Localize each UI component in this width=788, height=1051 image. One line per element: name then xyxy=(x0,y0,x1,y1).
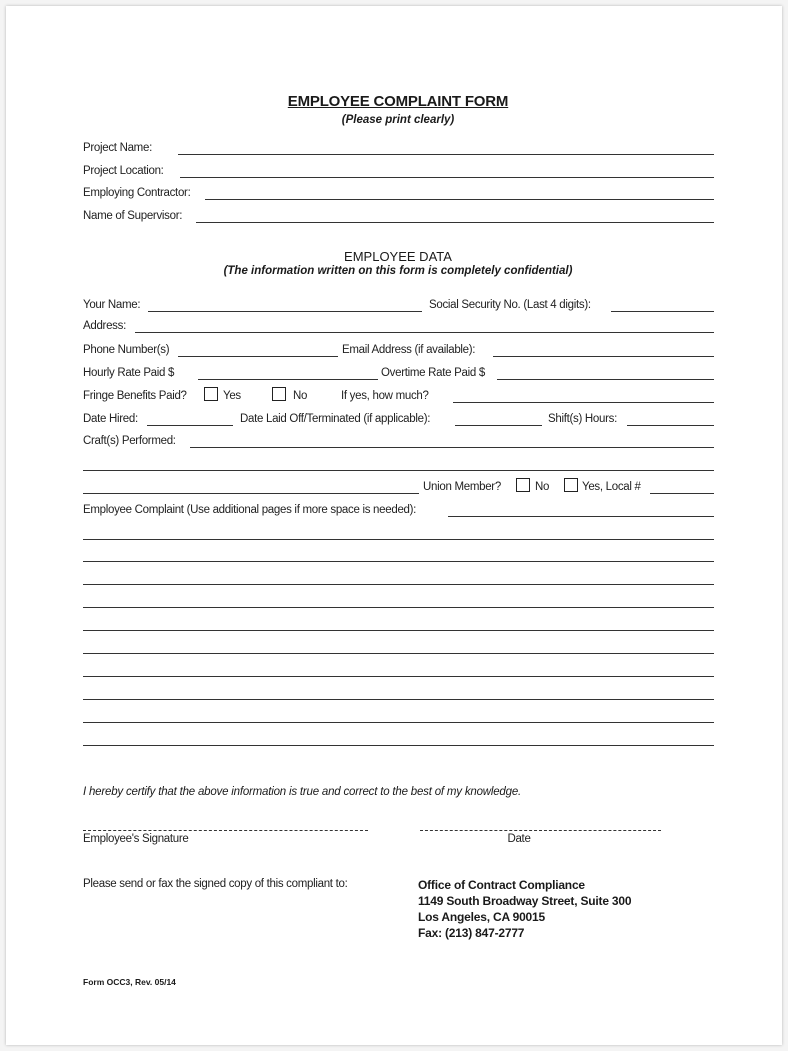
employing-contractor-label: Employing Contractor: xyxy=(83,187,191,199)
date-laid-off-label: Date Laid Off/Terminated (if applicable): xyxy=(240,413,431,425)
date-field[interactable] xyxy=(420,830,661,831)
address-field[interactable] xyxy=(135,332,714,333)
project-location-label: Project Location: xyxy=(83,165,164,177)
ssn-label: Social Security No. (Last 4 digits): xyxy=(429,299,591,311)
union-no-checkbox[interactable] xyxy=(516,478,530,492)
shift-hours-label: Shift(s) Hours: xyxy=(548,413,617,425)
complaint-field-line[interactable] xyxy=(83,630,714,631)
hourly-rate-label: Hourly Rate Paid $ xyxy=(83,367,175,379)
form-revision: Form OCC3, Rev. 05/14 xyxy=(83,977,176,987)
phone-label: Phone Number(s) xyxy=(83,344,170,356)
fringe-benefits-label: Fringe Benefits Paid? xyxy=(83,390,187,402)
project-location-field[interactable] xyxy=(180,177,714,178)
complaint-field-line[interactable] xyxy=(83,584,714,585)
date-label: Date xyxy=(507,833,531,845)
complaint-field-line[interactable] xyxy=(83,722,714,723)
fringe-no-checkbox[interactable] xyxy=(272,387,286,401)
fringe-no-label: No xyxy=(293,390,308,402)
crafts-field-line-3[interactable] xyxy=(83,493,419,494)
signature-label: Employee's Signature xyxy=(83,833,189,845)
office-name: Office of Contract Compliance xyxy=(418,878,585,892)
employing-contractor-field[interactable] xyxy=(205,199,714,200)
project-name-label: Project Name: xyxy=(83,142,152,154)
complaint-field-line-1[interactable] xyxy=(448,516,714,517)
fringe-yes-label: Yes xyxy=(223,390,241,402)
form-subtitle: (Please print clearly) xyxy=(341,114,455,126)
union-yes-checkbox[interactable] xyxy=(564,478,578,492)
union-no-label: No xyxy=(535,481,550,493)
office-street: 1149 South Broadway Street, Suite 300 xyxy=(418,894,632,908)
form-title: EMPLOYEE COMPLAINT FORM xyxy=(287,93,509,110)
crafts-field[interactable] xyxy=(190,447,714,448)
phone-field[interactable] xyxy=(178,356,338,357)
shift-hours-field[interactable] xyxy=(627,425,714,426)
complaint-field-line[interactable] xyxy=(83,539,714,540)
employee-data-heading: EMPLOYEE DATA xyxy=(344,249,452,264)
date-hired-field[interactable] xyxy=(147,425,233,426)
how-much-field[interactable] xyxy=(453,402,714,403)
address-label: Address: xyxy=(83,320,126,332)
certification-statement: I hereby certify that the above information is true and correct to the best of my knowledge. xyxy=(83,786,522,798)
complaint-field-line[interactable] xyxy=(83,699,714,700)
crafts-field-line-2[interactable] xyxy=(83,470,714,471)
send-instruction: Please send or fax the signed copy of this compliant to: xyxy=(83,878,348,890)
complaint-field-line[interactable] xyxy=(83,653,714,654)
complaint-field-line[interactable] xyxy=(83,561,714,562)
date-hired-label: Date Hired: xyxy=(83,413,138,425)
hourly-rate-field[interactable] xyxy=(198,379,378,380)
complaint-label: Employee Complaint (Use additional pages if more space is needed): xyxy=(83,504,417,516)
office-city: Los Angeles, CA 90015 xyxy=(418,910,545,924)
union-local-field[interactable] xyxy=(650,493,714,494)
date-laid-off-field[interactable] xyxy=(455,425,542,426)
signature-field[interactable] xyxy=(83,830,368,831)
fringe-yes-checkbox[interactable] xyxy=(204,387,218,401)
supervisor-field[interactable] xyxy=(196,222,714,223)
supervisor-label: Name of Supervisor: xyxy=(83,210,183,222)
email-field[interactable] xyxy=(493,356,714,357)
union-yes-local-label: Yes, Local # xyxy=(582,481,641,493)
ssn-field[interactable] xyxy=(611,311,714,312)
how-much-label: If yes, how much? xyxy=(341,390,429,402)
complaint-field-line[interactable] xyxy=(83,745,714,746)
complaint-field-line[interactable] xyxy=(83,676,714,677)
union-member-label: Union Member? xyxy=(423,481,501,493)
crafts-label: Craft(s) Performed: xyxy=(83,435,176,447)
overtime-rate-field[interactable] xyxy=(497,379,714,380)
employee-data-note: (The information written on this form is completely confidential) xyxy=(223,265,573,277)
office-fax: Fax: (213) 847-2777 xyxy=(418,926,525,940)
project-name-field[interactable] xyxy=(178,154,714,155)
your-name-label: Your Name: xyxy=(83,299,141,311)
your-name-field[interactable] xyxy=(148,311,422,312)
complaint-field-line[interactable] xyxy=(83,607,714,608)
email-label: Email Address (if available): xyxy=(342,344,476,356)
overtime-rate-label: Overtime Rate Paid $ xyxy=(381,367,485,379)
